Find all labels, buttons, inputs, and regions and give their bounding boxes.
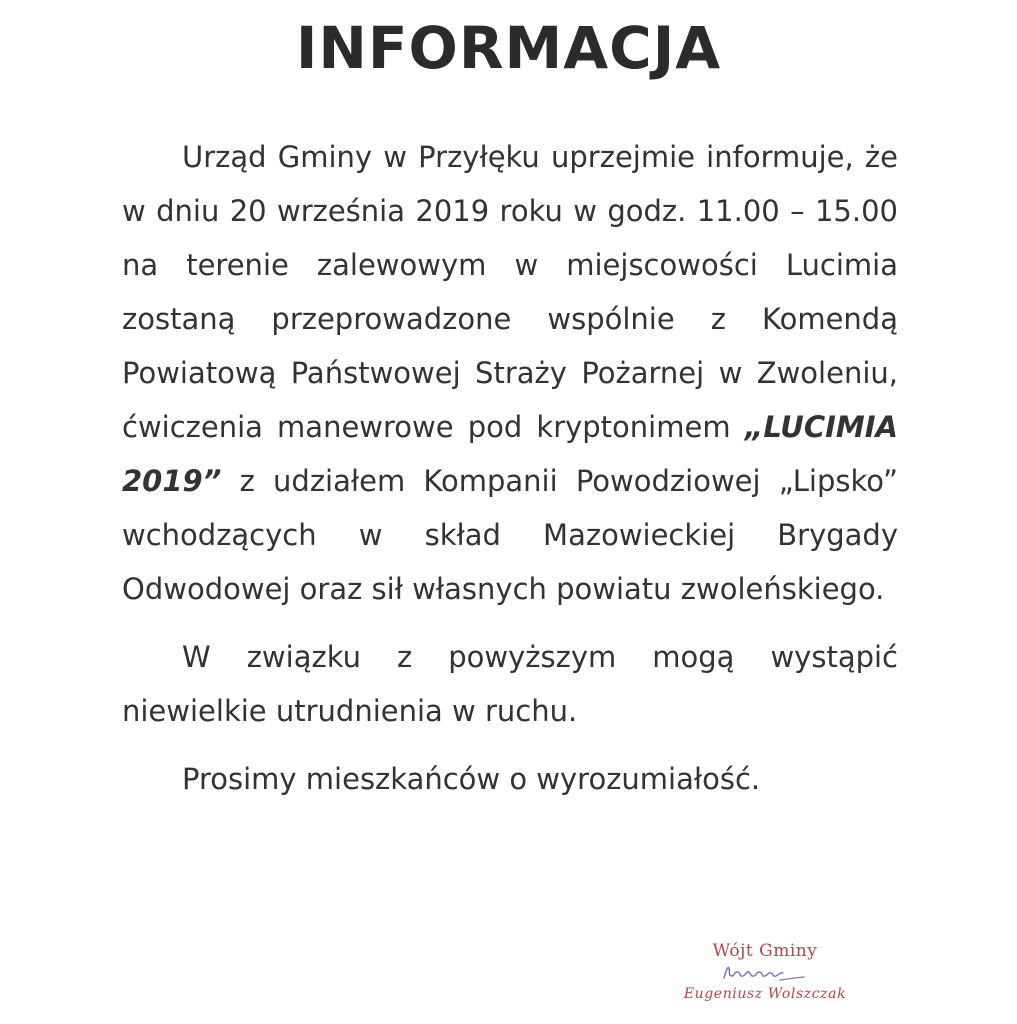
handwritten-signature: [720, 962, 810, 984]
paragraph-announcement: [122, 130, 898, 616]
announcement-text-start: Urząd Gminy w Przyłęku uprzejmie informuje, że w dniu 20 września 2019 roku w godz. 11.00 – 15.00 na terenie zalewowym w miejscowości Lucimia zostaną przeprowadzone wspólnie z Komendą Powiatową Państwowej Straży Pożarnej w Zwoleniu, ćwiczenia manewrowe pod kryptonimem: [122, 140, 898, 444]
document-body: [122, 130, 898, 806]
paragraph-request: Prosimy mieszkańców o wyrozumiałość.: [182, 762, 761, 796]
paragraph-traffic-notice: W związku z powyższym mogą wystąpić niewielkie utrudnienia w ruchu.: [122, 640, 898, 728]
signature-stamp: [650, 940, 880, 1004]
signature-name: Eugeniusz Wolszczak: [683, 986, 847, 1002]
signature-role: Wójt Gminy: [712, 941, 818, 961]
exercise-codename: „LUCIMIA 2019”: [122, 410, 898, 498]
announcement-text-end: z udziałem Kompanii Powodziowej „Lipsko” wchodzących w skład Mazowieckiej Brygady Odwodowej oraz sił własnych powiatu zwoleńskiego.: [122, 464, 898, 606]
document-title: INFORMACJA: [295, 14, 722, 82]
